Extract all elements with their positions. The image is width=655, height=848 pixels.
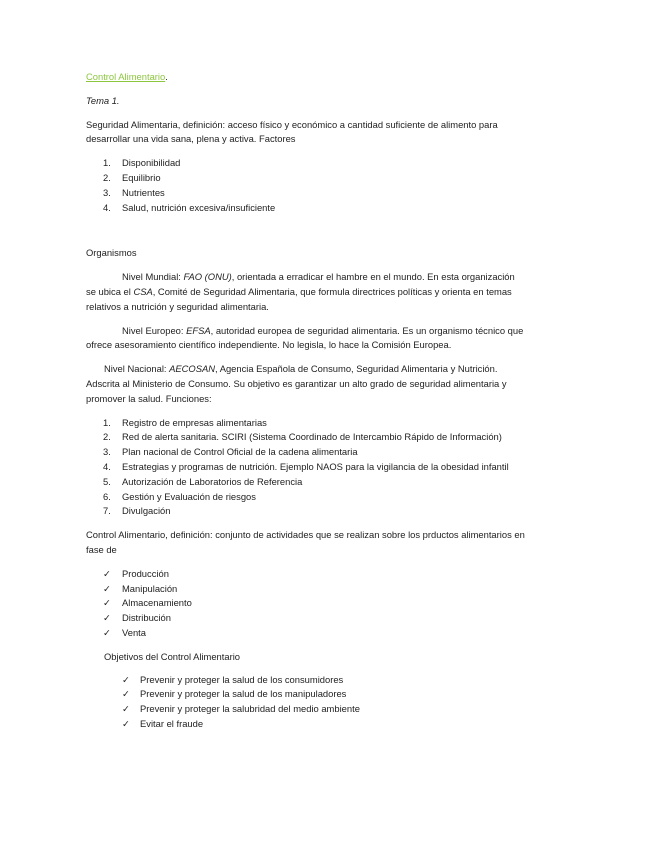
list-item — [86, 445, 526, 460]
list-item-text: Gestión y Evaluación de riesgos — [122, 490, 256, 502]
list-number: 1. — [103, 416, 111, 428]
list-item — [86, 702, 526, 717]
organismos-heading: Organismos — [86, 247, 137, 259]
list-item-text: Estrategias y programas de nutrición. Ejemplo NAOS para la vigilancia de la obesidad infantil — [122, 460, 509, 472]
check-icon: ✓ — [122, 688, 130, 700]
list-item-text: Producción — [122, 567, 169, 579]
list-number: 4. — [103, 460, 111, 472]
list-item-text: Prevenir y proteger la salud de los manipuladores — [140, 688, 347, 700]
nivel-europeo-text: , autoridad europea de seguridad alimentaria. Es un organismo técnico que ofrece asesoramiento científico independiente. No legisla, lo hace la Comisión Europea. — [86, 324, 524, 351]
tema-heading: Tema 1. — [86, 94, 120, 106]
list-item — [86, 582, 526, 597]
list-item-text: Plan nacional de Control Oficial de la cadena alimentaria — [122, 446, 358, 458]
funciones-list — [86, 416, 526, 520]
control-definition: Control Alimentario, definición: conjunto de actividades que se realizan sobre los prductos alimentarios en fase de — [86, 529, 525, 555]
nivel-nacional-text: , Agencia Española de Consumo, Seguridad Alimentaria y Nutrición. Adscrita al Ministerio de Consumo. Su objetivo es garantizar un alto grado de seguridad alimentaria y promover la salud. Funciones: — [86, 363, 507, 404]
list-number: 3. — [103, 446, 111, 458]
nivel-nacional-paragraph — [86, 362, 526, 406]
title-suffix: . — [165, 71, 168, 82]
nivel-nacional-label: Nivel Nacional: — [104, 363, 170, 375]
list-item — [86, 673, 526, 688]
list-item-text: Autorización de Laboratorios de Referencia — [122, 475, 303, 487]
list-item — [86, 567, 526, 582]
list-item — [86, 490, 526, 505]
list-item-text: Manipulación — [122, 582, 178, 594]
list-number: 4. — [103, 201, 111, 213]
list-number: 6. — [103, 490, 111, 502]
list-item — [86, 475, 526, 490]
list-item — [86, 504, 526, 519]
nivel-mundial-label: Nivel Mundial: — [122, 271, 184, 283]
check-icon: ✓ — [103, 612, 111, 624]
list-number: 1. — [103, 157, 111, 169]
nivel-mundial-paragraph — [86, 270, 526, 314]
list-item — [86, 171, 526, 186]
list-item-text: Prevenir y proteger la salud de los consumidores — [140, 673, 344, 685]
list-item — [86, 611, 526, 626]
seguridad-definition: Seguridad Alimentaria, definición: acceso físico y económico a cantidad suficiente de alimento para desarrollar una vida sana, plena y activa. Factores — [86, 118, 498, 145]
nivel-mundial-text-2: , Comité de Seguridad Alimentaria, que formula directrices políticas y orienta en temas relativos a nutrición y seguridad alimentaria. — [86, 285, 512, 312]
document-title-line — [86, 70, 526, 85]
csa-org: CSA — [133, 285, 153, 297]
aecosan-org: AECOSAN — [169, 363, 215, 375]
list-number: 7. — [103, 505, 111, 517]
document-title-link[interactable]: Control Alimentario — [86, 71, 166, 82]
list-number: 5. — [103, 475, 111, 487]
list-number: 2. — [103, 171, 111, 183]
check-icon: ✓ — [122, 673, 130, 685]
list-item — [86, 156, 526, 171]
list-item-text: Nutrientes — [122, 186, 165, 198]
list-item-text: Red de alerta sanitaria. SCIRI (Sistema Coordinado de Intercambio Rápido de Información) — [122, 431, 502, 443]
list-item-text: Distribución — [122, 612, 171, 624]
fao-org: FAO (ONU) — [183, 271, 232, 283]
list-item — [86, 596, 526, 611]
list-number: 2. — [103, 431, 111, 443]
list-item — [86, 626, 526, 641]
list-item-text: Registro de empresas alimentarias — [122, 416, 267, 428]
list-item — [86, 186, 526, 201]
list-item-text: Disponibilidad — [122, 157, 181, 169]
list-item-text: Almacenamiento — [122, 597, 192, 609]
list-number: 3. — [103, 186, 111, 198]
check-icon: ✓ — [103, 597, 111, 609]
list-item — [86, 416, 526, 431]
list-item — [86, 460, 526, 475]
list-item — [86, 687, 526, 702]
list-item-text: Divulgación — [122, 505, 171, 517]
fases-list — [86, 567, 526, 641]
list-item-text: Venta — [122, 626, 146, 638]
list-item-text: Prevenir y proteger la salubridad del medio ambiente — [140, 703, 360, 715]
nivel-europeo-label: Nivel Europeo: — [122, 324, 187, 336]
check-icon: ✓ — [122, 703, 130, 715]
objetivos-list — [86, 673, 526, 732]
list-item — [86, 201, 526, 216]
nivel-mundial-text: , orientada a erradicar el hambre en el mundo. En esta organización se ubica el — [86, 271, 515, 297]
list-item — [86, 430, 526, 445]
document-content — [86, 70, 526, 741]
list-item-text: Salud, nutrición excesiva/insuficiente — [122, 201, 276, 213]
list-item-text: Evitar el fraude — [140, 717, 204, 729]
check-icon: ✓ — [103, 626, 111, 638]
list-item-text: Equilibrio — [122, 171, 161, 183]
list-item — [86, 717, 526, 732]
check-icon: ✓ — [122, 717, 130, 729]
check-icon: ✓ — [103, 582, 111, 594]
check-icon: ✓ — [103, 567, 111, 579]
spacer — [86, 224, 526, 246]
objetivos-heading: Objetivos del Control Alimentario — [104, 650, 241, 662]
factores-list — [86, 156, 526, 215]
nivel-europeo-paragraph — [86, 324, 526, 354]
efsa-org: EFSA — [186, 324, 211, 336]
